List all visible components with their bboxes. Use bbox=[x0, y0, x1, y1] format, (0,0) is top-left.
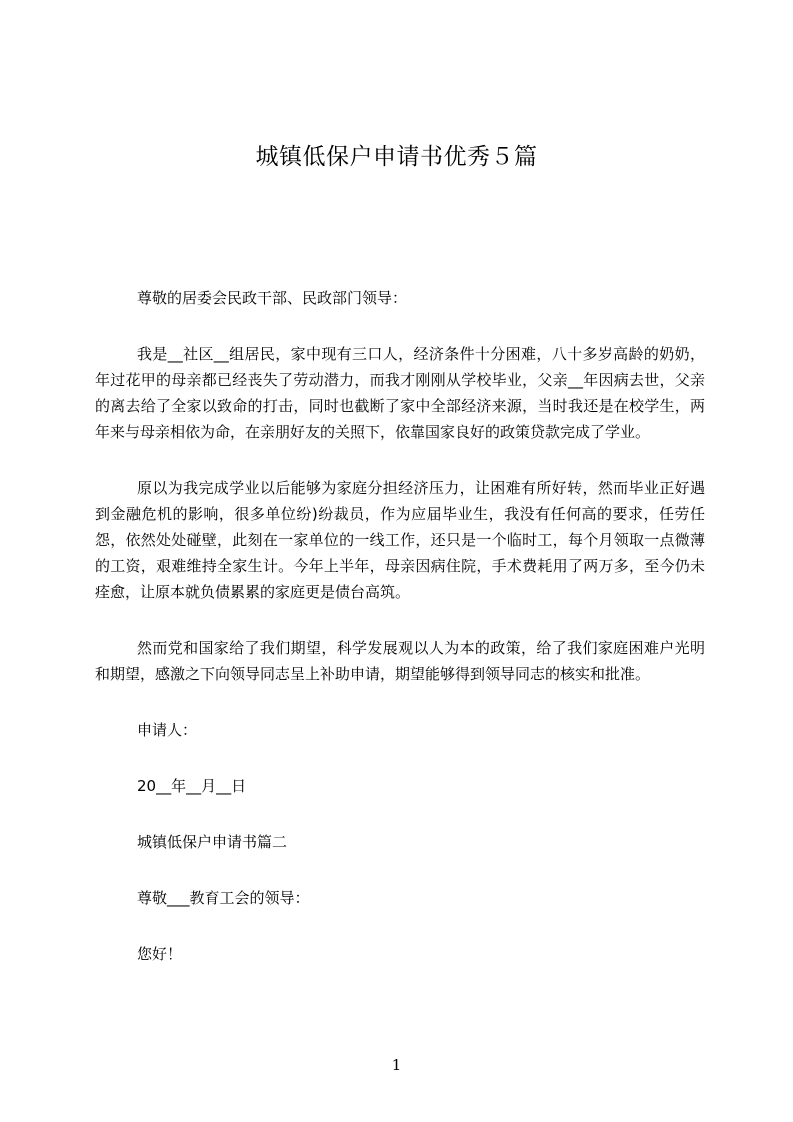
document-body bbox=[95, 285, 705, 997]
section-2-greeting: 您好！ bbox=[137, 945, 183, 963]
section-2-title: 城镇低保户申请书篇二 bbox=[137, 833, 288, 851]
salutation: 尊敬的居委会民政干部、民政部门领导： bbox=[137, 289, 408, 307]
page-number: 1 bbox=[391, 1056, 402, 1074]
applicant-line: 申请人： bbox=[137, 721, 198, 739]
paragraph-3: 然而党和国家给了我们期望，科学发展观以人为本的政策，给了我们家庭困难户光明和期望，感激之下向领导同志呈上补助申请，期望能够得到领导同志的核实和批准。 bbox=[95, 639, 705, 683]
date-line: 20__年__月__日 bbox=[137, 777, 247, 795]
paragraph-2: 原以为我完成学业以后能够为家庭分担经济压力，让困难有所好转，然而毕业正好遇到金融危机的影响，很多单位纷)纷裁员，作为应届毕业生，我没有任何高的要求，任劳任怨，依然处处碰壁，此刻在一家单位的一线工作，还只是一个临时工，每个月领取一点微薄的工资，艰难维持全家生计。今年上半年，母亲因病住院，手术费耗用了两万多，至今仍未痊愈，让原本就负债累累的家庭更是债台高筑。 bbox=[95, 479, 705, 601]
paragraph-1: 我是__社区__组居民，家中现有三口人，经济条件十分困难，八十多岁高龄的奶奶，年过花甲的母亲都已经丧失了劳动潜力，而我才刚刚从学校毕业，父亲__年因病去世，父亲的离去给了全家以致命的打击，同时也截断了家中全部经济来源，当时我还是在校学生，两年来与母亲相依为命，在亲朋好友的关照下，依靠国家良好的政策贷款完成了学业。 bbox=[95, 345, 705, 441]
section-2-salutation: 尊敬___教育工会的领导： bbox=[137, 889, 310, 907]
document-title: 城镇低保户申请书优秀５篇 bbox=[255, 144, 538, 170]
